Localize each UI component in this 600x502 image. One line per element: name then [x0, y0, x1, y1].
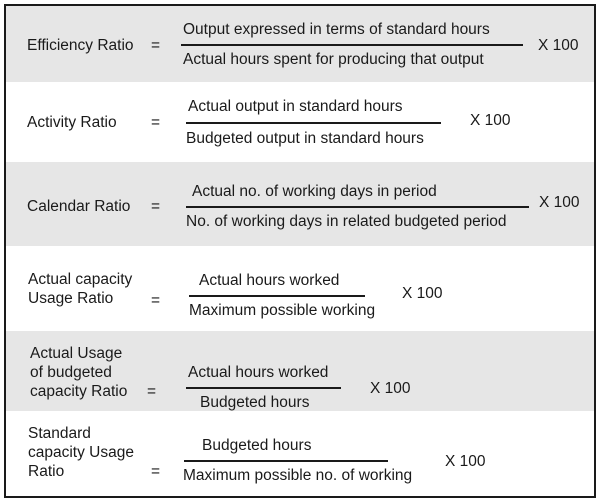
- equals-sign: =: [147, 383, 157, 400]
- ratio-row-calendar: [6, 162, 594, 246]
- equals-sign: =: [151, 37, 161, 54]
- multiplier: X 100: [370, 380, 411, 397]
- ratio-row-capacity-usage: [6, 246, 594, 331]
- ratio-table: [4, 4, 596, 498]
- denominator: Budgeted hours: [200, 394, 310, 411]
- fraction-bar: [184, 460, 388, 462]
- fraction-bar: [186, 122, 441, 124]
- denominator: Budgeted output in standard hours: [186, 130, 424, 147]
- denominator: Maximum possible working: [189, 302, 376, 319]
- fraction-bar: [189, 295, 365, 297]
- multiplier: X 100: [445, 453, 486, 470]
- multiplier: X 100: [538, 37, 579, 54]
- numerator: Budgeted hours: [202, 437, 312, 454]
- numerator: Actual output in standard hours: [188, 98, 403, 115]
- equals-sign: =: [151, 463, 161, 480]
- ratio-label: Standard capacity Usage Ratio: [28, 425, 134, 480]
- fraction-bar: [186, 206, 529, 208]
- ratio-label: Activity Ratio: [27, 114, 117, 131]
- equals-sign: =: [151, 198, 161, 215]
- ratio-label: Actual capacity Usage Ratio: [28, 271, 133, 307]
- ratio-label: Actual Usage of budgeted capacity Ratio: [30, 345, 128, 400]
- multiplier: X 100: [539, 194, 580, 211]
- denominator: Maximum possible no. of working: [183, 467, 413, 484]
- numerator: Actual no. of working days in period: [192, 183, 437, 200]
- equals-sign: =: [151, 292, 161, 309]
- equals-sign: =: [151, 114, 161, 131]
- fraction-bar: [181, 44, 523, 46]
- ratio-label: Efficiency Ratio: [27, 37, 134, 54]
- fraction-bar: [186, 387, 341, 389]
- denominator: Actual hours spent for producing that output: [183, 51, 484, 68]
- numerator: Actual hours worked: [199, 272, 340, 289]
- ratio-row-standard-capacity: [6, 411, 594, 496]
- multiplier: X 100: [402, 285, 443, 302]
- numerator: Output expressed in terms of standard hours: [183, 21, 490, 38]
- numerator: Actual hours worked: [188, 364, 329, 381]
- ratio-row-activity: [6, 82, 594, 162]
- ratio-row-budgeted-capacity: [6, 331, 594, 411]
- ratio-row-efficiency: [6, 6, 594, 82]
- ratio-label: Calendar Ratio: [27, 198, 131, 215]
- multiplier: X 100: [470, 112, 511, 129]
- denominator: No. of working days in related budgeted period: [186, 213, 507, 230]
